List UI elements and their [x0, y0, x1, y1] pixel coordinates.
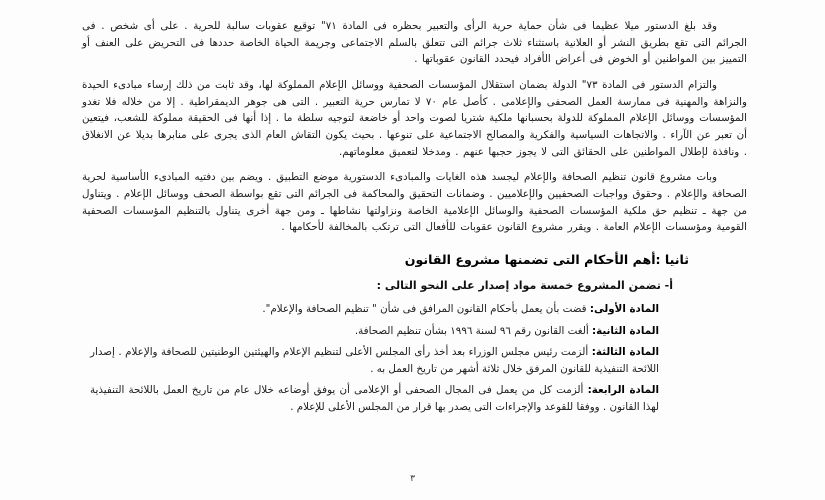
- section-heading: ثانيا :أهم الأحكام التى تضمنها مشروع القانون: [404, 252, 689, 268]
- paragraph-1: وقد بلغ الدستور ميلا عظيما فى شأن حماية حرية الرأى والتعبير بحظره فى المادة ٧١" توقيع عقوبات سالبة للحرية . على أى شخص . فى الجرائم التى تقع بطريق النشر أو العلانية باستثناء ثلاث جرائم التى تتعلق بالسلم الاجتماعى وجريمة الحياة الخاصة حددها فى التحريض على العنف أو التمييز بين المواطنين أو الخوض فى أعراض الأفراد فيحدد القانون عقوباتها .: [82, 20, 747, 66]
- article-label: المادة الثانية:: [591, 324, 659, 337]
- articles-list: [82, 301, 747, 415]
- article-text: ألغت القانون رقم ٩٦ لسنة ١٩٩٦ بشأن تنظيم الصحافة.: [354, 324, 589, 337]
- paragraph-2: والتزام الدستور فى المادة ٧٣" الدولة بضمان استقلال المؤسسات الصحفية ووسائل الإعلام المملوكة لها، وقد ثابت من ذلك إرساء مبادىء الحيدة والنزاهة والمهنية فى ممارسة العمل الصحفى والإعلامى . كأصل عام ٧٠ لا تمارس حرية التعبير . التى هى جوهر الديمقراطية . إلا من خلاله فلا تغدو المؤسسات ووسائل الإعلام المملوكة للدولة بحسبانها ملكية شتريا لصوت واحد أو خاضعة لتوجيه سلطة ما . إذا أنها فى الحقيقة مملوكة للشعب، فيتعين أن تعبر عن الآراء . والاتجاهات السياسية والفكرية والمصالح الاجتماعية على تنوعها . بحيث يكون التقاش العام الذى يجرى على منابرها بديلا عن الانغلاق . ونافذة لإطلال المواطنين على الحقائق التى لا يجوز حجبها عنهم . ومدخلا لتعميق معلوماتهم.: [82, 79, 747, 158]
- article-text: قضت بأن يعمل بأحكام القانون المرافق فى شأن " تنظيم الصحافة والإعلام".: [262, 303, 587, 316]
- article-label: المادة الثالثة:: [591, 346, 660, 359]
- list-item: [82, 323, 747, 339]
- list-item: [82, 301, 747, 317]
- list-item: [82, 382, 747, 415]
- paragraph-3: وبات مشروع قانون تنظيم الصحافة والإعلام ليجسد هذه الغايات والمبادىء الدستورية موضع التطبيق . ويضم بين دفتيه المبادىء الأساسية لحرية الصحافة والإعلام . وحقوق وواجبات الصحفيين والإعلاميين . وضمانات التحقيق والمحاكمة فى الجرائم التى تقع بواسطة الصحف ووسائل الإعلام . ويتناول من جهة ـ تنظيم حق ملكية المؤسسات الصحفية والوسائل الإعلامية الخاصة ونزاولتها نشاطها ـ ومن جهة أخرى يتناول بالتنظيم المؤسسات الصحفية القومية ومؤسسات الإعلام العامة . ويقرر مشروع القانون عقوبات للأفعال التى ترتكب بالمخالفة لأحكامها .: [82, 171, 747, 234]
- page-number: ٣: [410, 474, 415, 484]
- document-body: [82, 18, 747, 415]
- article-text: ألزمت كل من يعمل فى المجال الصحفى أو الإعلامى أن يوفق أوضاعه خلال عام من تاريخ العمل باللائحة التنفيذية لهذا القانون . ووفقا للقوعد والإجراءات التى يصدر بها قرار من المجلس الأعلى للإعلام .: [90, 384, 659, 413]
- list-item: [82, 344, 747, 377]
- article-label: المادة الرابعة:: [587, 384, 659, 397]
- sub-heading: أ- تضمن المشروع خمسة مواد إصدار على النحو التالى :: [376, 279, 673, 293]
- article-text: ألزمت رئيس مجلس الوزراء بعد أخذ رأى المجلس الأعلى لتنظيم الإعلام والهيئتين الوطنيتين للصحافة والإعلام . إصدار اللائحة التنفيذية للقانون المرفق خلال ثلاثة أشهر من تاريخ العمل به .: [90, 346, 659, 375]
- article-label: المادة الأولى:: [589, 303, 659, 316]
